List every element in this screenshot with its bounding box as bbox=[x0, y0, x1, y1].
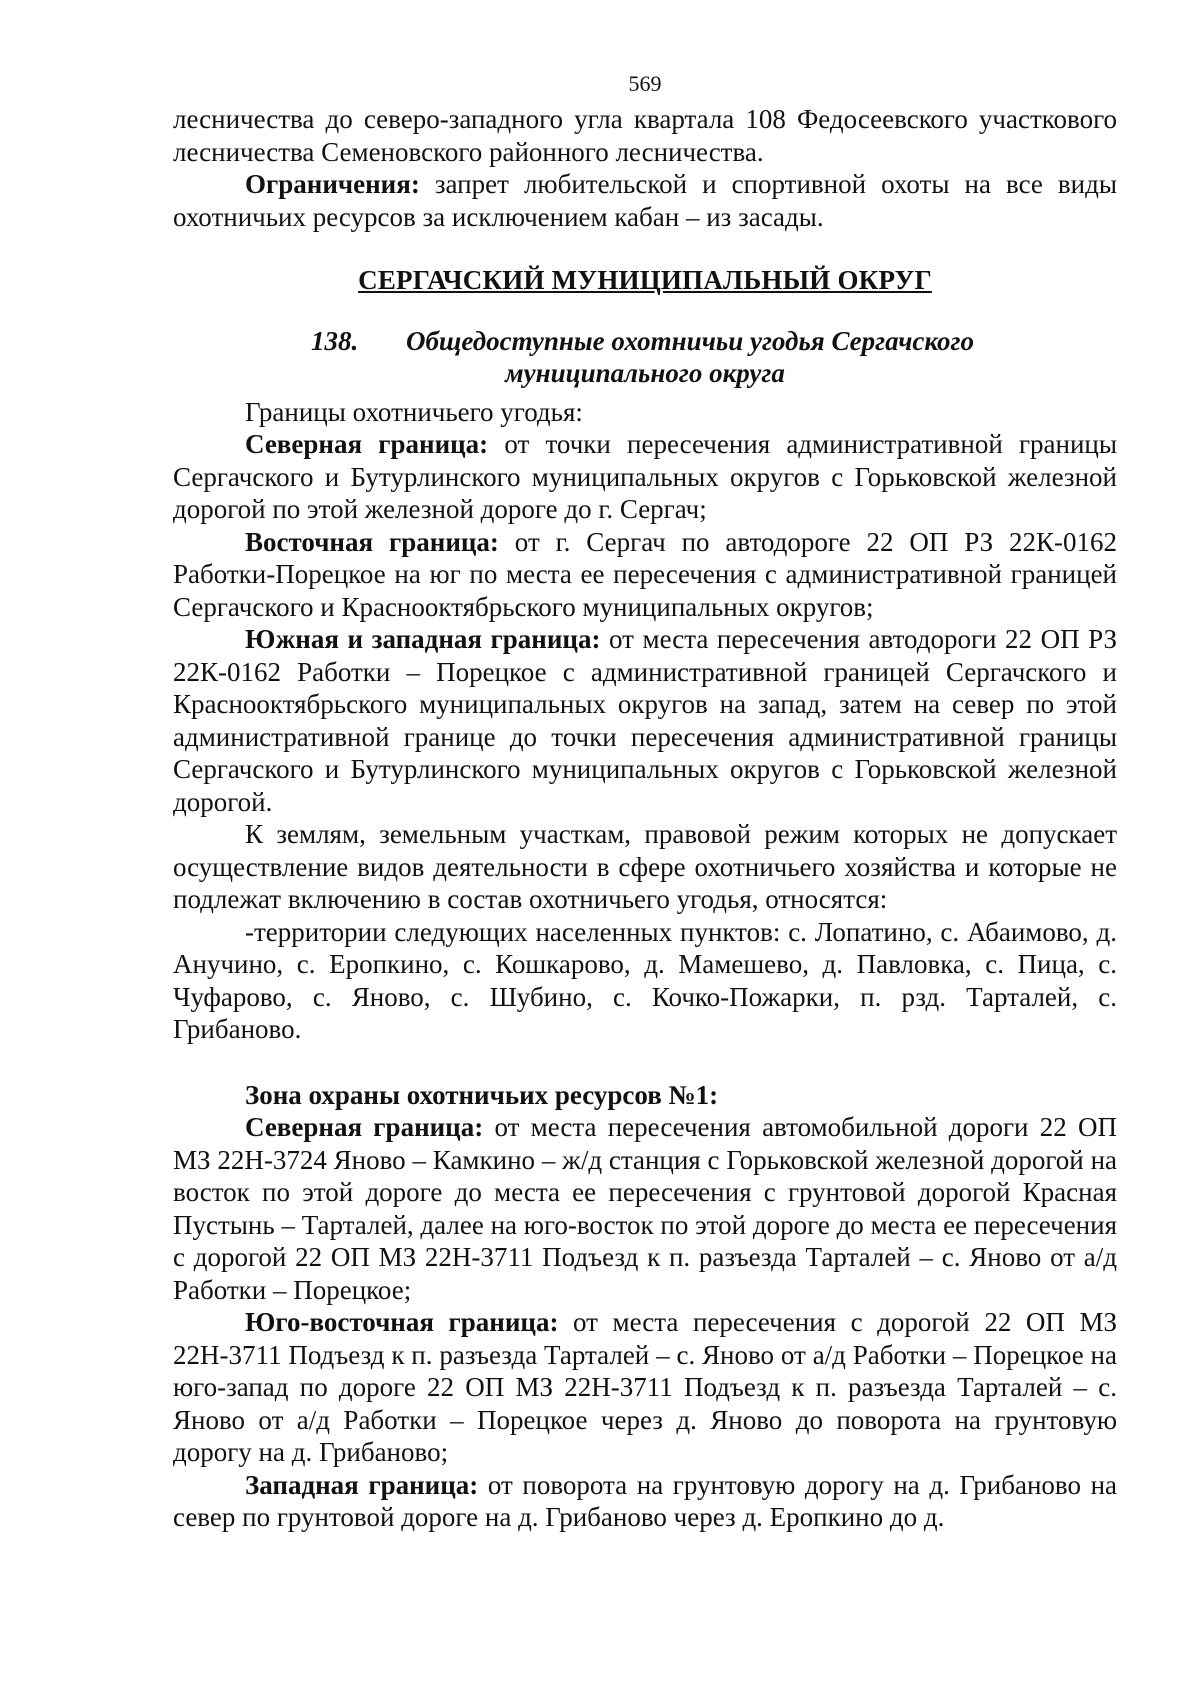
lands-paragraph: К землям, земельным участкам, правовой режим которых не допускает осуществление видов деятельности в сфере охотничьего хозяйства и которые не подлежат включению в состав охотничьего угодья, относятся: bbox=[173, 819, 1117, 914]
restrictions-label: Ограничения: bbox=[245, 169, 420, 199]
zone1-west-label: Западная граница: bbox=[245, 1469, 479, 1500]
north-border-text: от точки пересечения административной границы Сергачского и Бутурлинского муниципальных округов с Горьковской железной дорогой по этой железной дороге до г. Сергач; bbox=[173, 429, 1117, 524]
zone1-west-paragraph bbox=[173, 1469, 1117, 1534]
southwest-border-text: от места пересечения автодороги 22 ОП РЗ 22К-0162 Работки – Порецкое с административной границей Сергачского и Краснооктябрьского муниципальных округов на запад, затем на север по этой административной границе до точки пересечения административной границы Сергачского и Бутурлинского муниципальных округов с Горьковской железной дорогой. bbox=[173, 624, 1117, 817]
section-title: СЕРГАЧСКИЙ МУНИЦИПАЛЬНЫЙ ОКРУГ bbox=[358, 265, 932, 295]
zone1-north-label: Северная граница: bbox=[245, 1112, 484, 1142]
borders-intro: Границы охотничьего угодья: bbox=[245, 396, 583, 427]
north-border-label: Северная граница: bbox=[245, 429, 489, 459]
page-number: 569 bbox=[628, 71, 662, 96]
zone1-southeast-label: Юго-восточная граница: bbox=[245, 1307, 559, 1337]
hunting-area-number: 138. bbox=[311, 325, 359, 356]
restrictions-paragraph bbox=[173, 168, 1117, 233]
east-border-label: Восточная граница: bbox=[245, 526, 499, 557]
hunting-area-title-line1 bbox=[173, 325, 1117, 358]
continuation-paragraph: лесничества до северо-западного угла квартала 108 Федосеевского участкового лесничества Семеновского районного лесничества. bbox=[173, 104, 1117, 167]
north-border-paragraph bbox=[173, 428, 1117, 526]
east-border-paragraph bbox=[173, 526, 1117, 624]
zone1-southeast-paragraph bbox=[173, 1306, 1117, 1469]
east-border-text: от г. Сергач по автодороге 22 ОП РЗ 22К-0162 Работки-Порецкое на юг по места ее пересечения с административной границей Сергачского и Краснооктябрьского муниципальных округов; bbox=[173, 526, 1117, 622]
hunting-area-title-text1: Общедоступные охотничьи угодья Сергачского bbox=[405, 325, 975, 356]
settlements-paragraph: -территории следующих населенных пунктов: с. Лопатино, с. Абаимово, д. Анучино, с. Еропкино, с. Кошкарово, д. Мамешево, д. Павловка, с. Пица, с. Чуфарово, с. Яново, с. Шубино, с. Кочко-Пожарки, п. рзд. Тарталей, с. Грибаново. bbox=[173, 916, 1117, 1044]
document-page bbox=[173, 64, 1117, 1534]
restrictions-text: запрет любительской и спортивной охоты на все виды охотничьих ресурсов за исключением кабан – из засады. bbox=[173, 169, 1117, 232]
zone1-southeast-text: от места пересечения с дорогой 22 ОП МЗ 22Н-3711 Подъезд к п. разъезда Тарталей – с. Яново от а/д Работки – Порецкое на юго-запад по дороге 22 ОП МЗ 22Н-3711 Подъезд к п. разъезда Тарталей – с. Яново от а/д Работки – Порецкое через д. Яново до поворота на грунтовую дорогу на д. Грибаново; bbox=[173, 1307, 1117, 1467]
zone1-west-text: от поворота на грунтовую дорогу на д. Грибаново на север по грунтовой дороге на д. Грибаново через д. Еропкино до д. bbox=[173, 1469, 1117, 1532]
zone1-title: Зона охраны охотничьих ресурсов №1: bbox=[245, 1079, 719, 1110]
southwest-border-label: Южная и западная граница: bbox=[245, 624, 601, 654]
zone1-north-paragraph bbox=[173, 1111, 1117, 1306]
zone1-north-text: от места пересечения автомобильной дороги 22 ОП МЗ 22Н-3724 Яново – Камкино – ж/д станция с Горьковской железной дорогой на восток по этой дороге до места ее пересечения с грунтовой дорогой Красная Пустынь – Тарталей, далее на юго-восток по этой дороге до места ее пересечения с дорогой 22 ОП МЗ 22Н-3711 Подъезд к п. разъезда Тарталей – с. Яново от а/д Работки – Порецкое; bbox=[173, 1112, 1117, 1305]
hunting-area-title bbox=[173, 325, 1117, 390]
hunting-area-title-line2: муниципального округа bbox=[505, 358, 785, 388]
southwest-border-paragraph bbox=[173, 623, 1117, 818]
